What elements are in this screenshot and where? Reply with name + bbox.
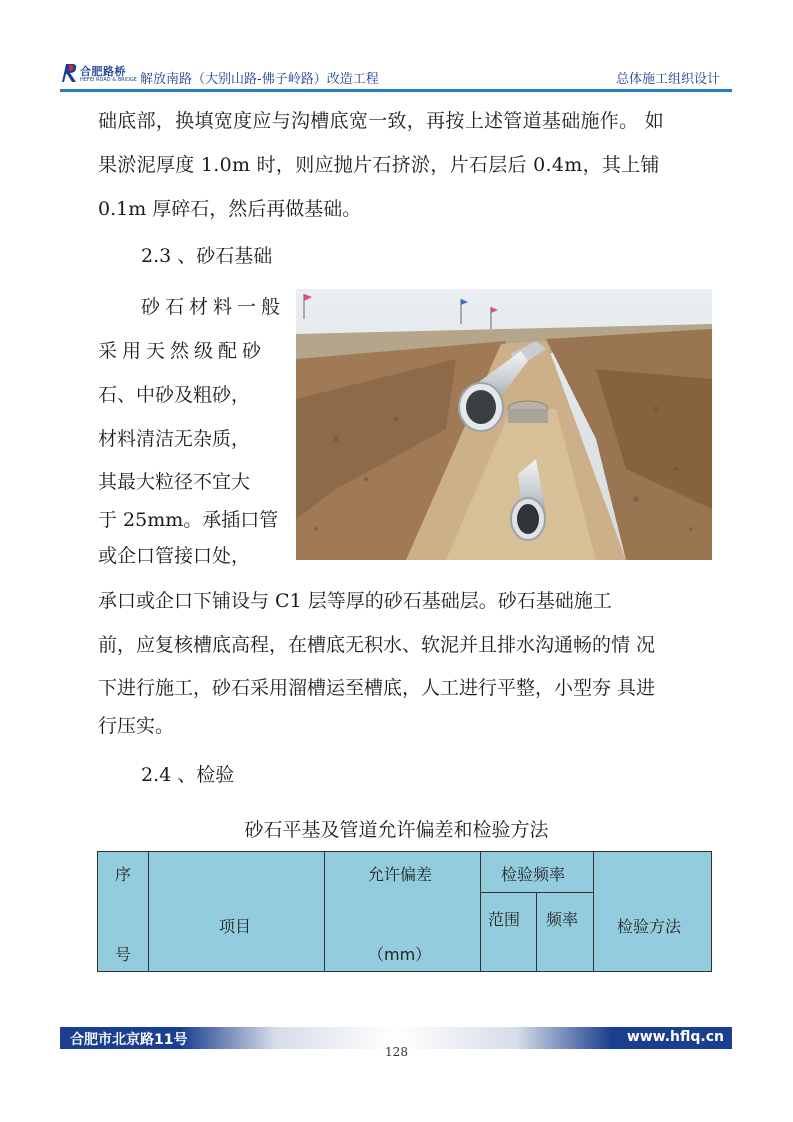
body-line: 行压实。 bbox=[98, 715, 175, 737]
header-rule bbox=[60, 89, 732, 92]
header-rate: 频率 bbox=[546, 910, 579, 929]
header-tolerance-unit: （mm） bbox=[368, 945, 432, 964]
body-line: 前，应复核槽底高程，在槽底无积水、软泥并且排水沟通畅的情 况 bbox=[98, 634, 656, 656]
page-header bbox=[60, 58, 732, 92]
body-line: 下进行施工，砂石采用溜槽运至槽底，人工进行平整，小型夯 具进 bbox=[98, 677, 656, 699]
logo-mark-icon bbox=[60, 62, 78, 84]
header-seq-bottom: 号 bbox=[115, 945, 132, 964]
body-line: 砂石材料一般 bbox=[141, 296, 286, 318]
section-heading-2-3: 2.3 、砂石基础 bbox=[141, 245, 273, 267]
body-line: 石、中砂及粗砂， bbox=[98, 384, 251, 406]
trench-pipe-photo bbox=[296, 289, 712, 560]
body-line: 材料清洁无杂质， bbox=[98, 428, 251, 450]
section-heading-2-4: 2.4 、检验 bbox=[141, 764, 235, 786]
table-col-divider bbox=[593, 852, 594, 971]
project-title: 解放南路（大别山路-佛子岭路）改造工程 bbox=[140, 72, 379, 87]
body-line: 础底部，换填宽度应与沟槽底宽一致，再按上述管道基础施作。 如 bbox=[98, 110, 665, 132]
page-number: 128 bbox=[385, 1045, 408, 1059]
body-line: 或企口管接口处， bbox=[98, 545, 251, 567]
header-frequency: 检验频率 bbox=[501, 865, 566, 884]
company-logo bbox=[60, 62, 140, 88]
footer-address: 合肥市北京路11号 bbox=[70, 1032, 188, 1048]
header-range: 范围 bbox=[488, 910, 521, 929]
table-col-divider bbox=[324, 852, 325, 971]
body-line: 果淤泥厚度 1.0m 时，则应抛片石挤淤，片石层后 0.4m，其上铺 bbox=[98, 154, 660, 176]
table-col-divider bbox=[480, 852, 481, 971]
table-col-divider bbox=[148, 852, 149, 971]
header-tolerance: 允许偏差 bbox=[368, 865, 433, 884]
header-method: 检验方法 bbox=[617, 917, 682, 936]
body-line: 其最大粒径不宜大 bbox=[98, 471, 251, 493]
logo-text-cn: 合肥路桥 bbox=[80, 65, 126, 78]
table-col-divider bbox=[536, 892, 537, 971]
footer-website: www.hflq.cn bbox=[626, 1029, 724, 1045]
header-seq-top: 序 bbox=[115, 865, 132, 884]
table-caption: 砂石平基及管道允许偏差和检验方法 bbox=[244, 819, 549, 841]
logo-text-en: HEFEI ROAD & BRIDGE bbox=[80, 77, 137, 83]
body-line: 于 25mm。承插口管 bbox=[98, 509, 279, 531]
tolerance-table bbox=[97, 851, 712, 972]
body-line: 承口或企口下铺设与 C1 层等厚的砂石基础层。砂石基础施工 bbox=[98, 590, 612, 612]
document-title: 总体施工组织设计 bbox=[615, 72, 720, 87]
body-line: 采用天然级配砂 bbox=[98, 340, 267, 362]
header-item: 项目 bbox=[219, 917, 252, 936]
body-line: 0.1m 厚碎石，然后再做基础。 bbox=[98, 198, 362, 220]
